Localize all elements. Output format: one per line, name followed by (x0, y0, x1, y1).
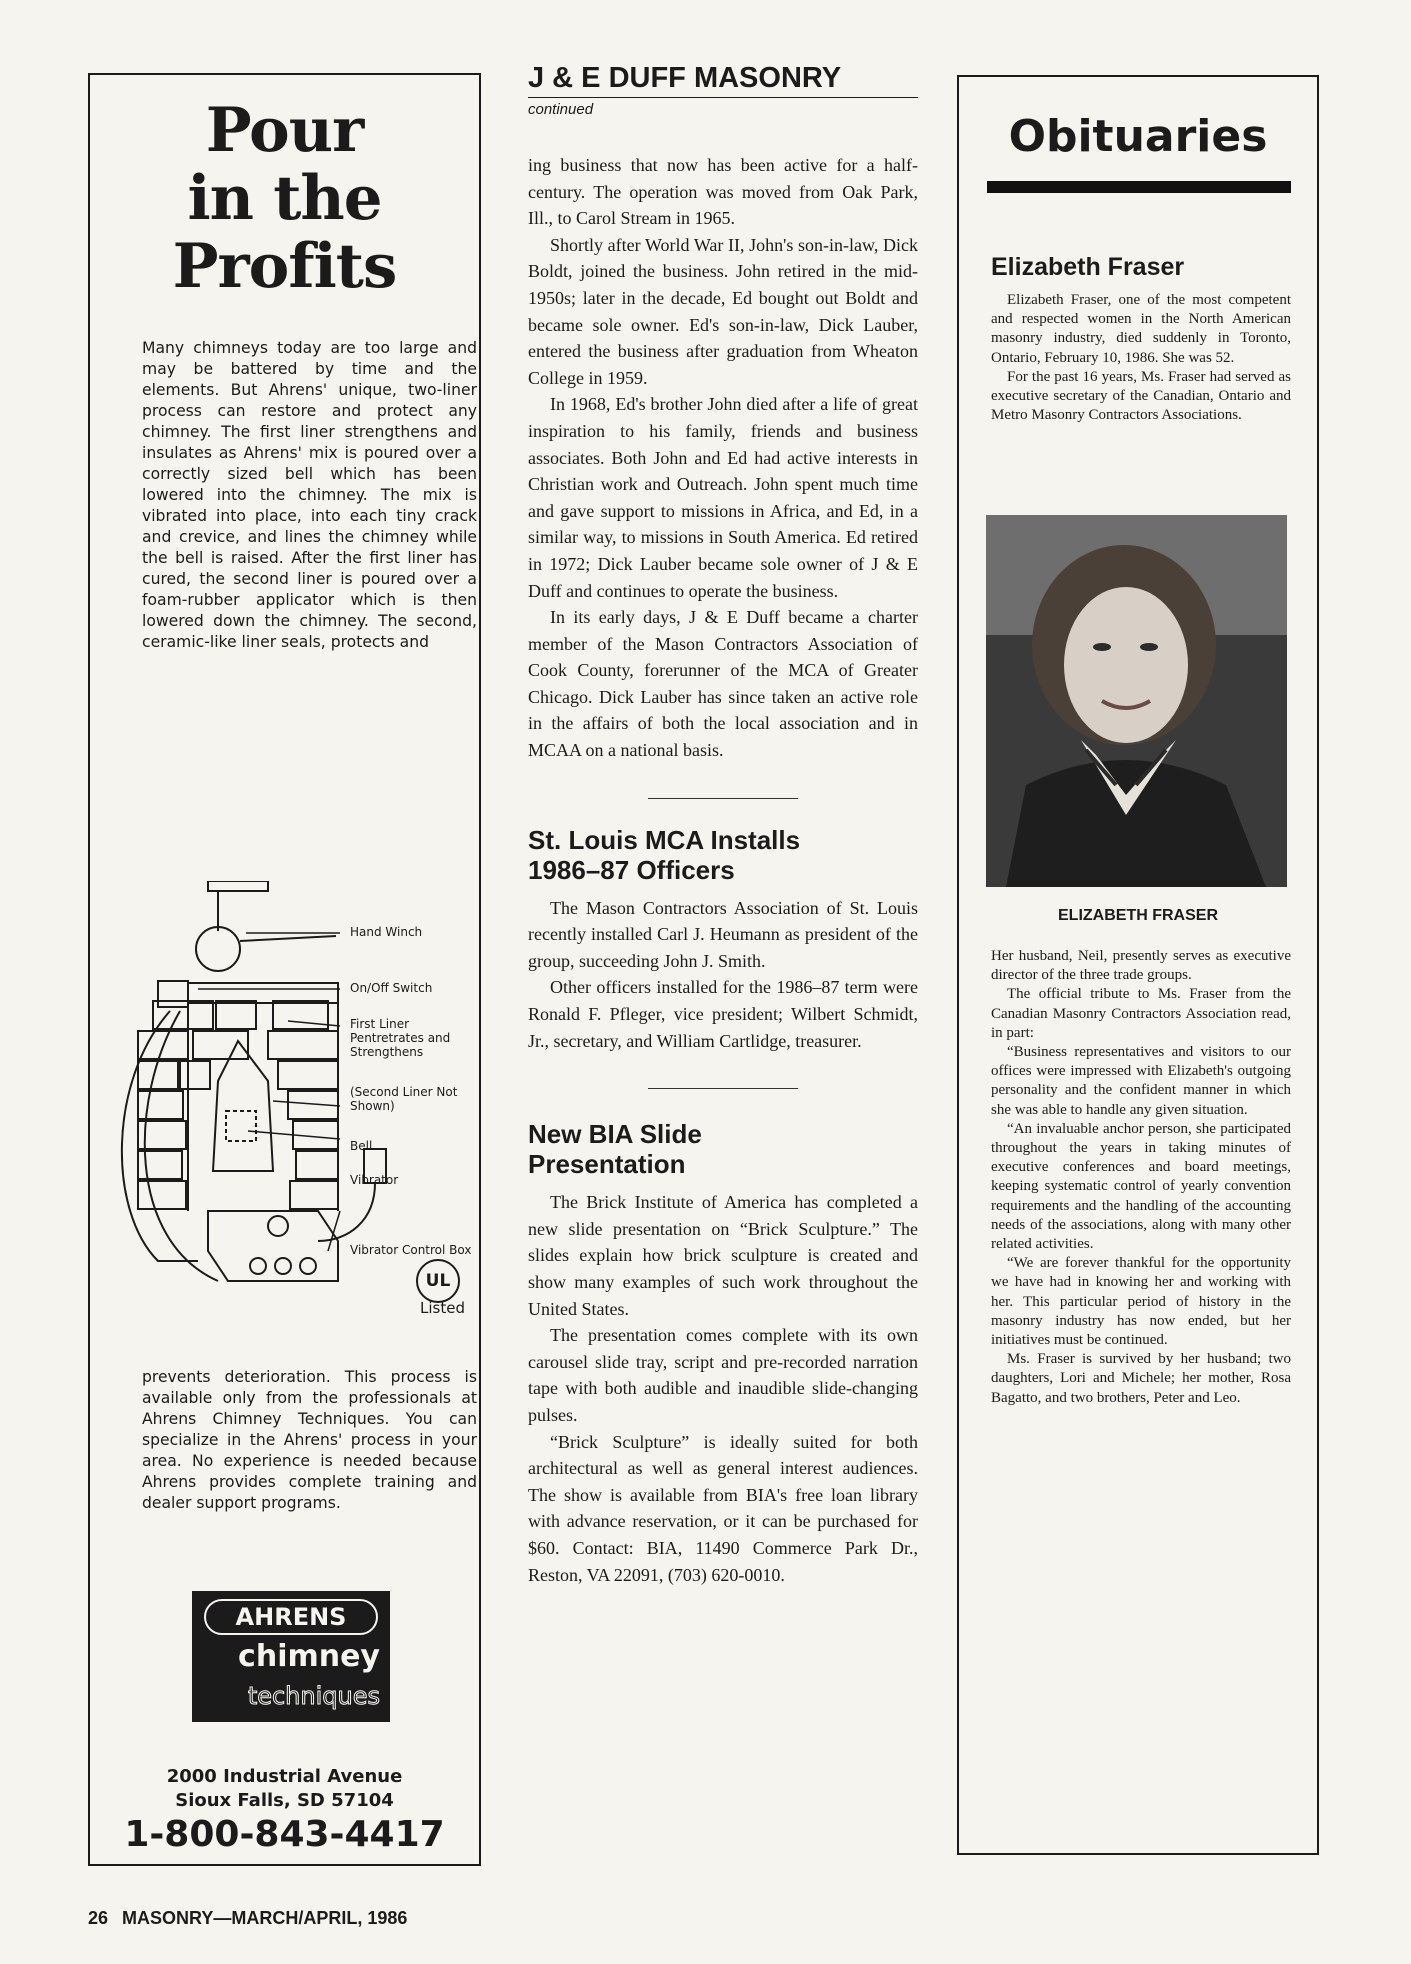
bia-heading: New BIA Slide Presentation (528, 1119, 702, 1180)
obituary-paragraph: “We are forever thankful for the opportunity we have had in knowing her and working with her. This particular period of history in the masonry industry has now ended, but her initiatives must be continued. (991, 1255, 1291, 1349)
ahrens-advertisement (88, 73, 481, 1866)
duff-paragraph: In 1968, Ed's brother John died after a life of great inspiration to his family, friends and business associates. Both John and Ed had active interests in Christian work and Outreach. John spent much time and gave support to missions in Africa, and Ed, in a similar way, to missions in South America. Ed retired in 1972; Dick Lauber became sole owner of J & E Duff and continues to operate the business. (528, 394, 918, 601)
obituary-paragraph: For the past 16 years, Ms. Fraser had served as executive secretary of the Canadian, Ontario and Metro Masonry Contractors Associations. (991, 368, 1291, 424)
ul-listed-label: Listed (420, 1299, 465, 1317)
logo-ahrens-text: AHRENS (204, 1599, 378, 1635)
ad-headline (90, 97, 479, 301)
issue-label: MASONRY—MARCH/APRIL, 1986 (122, 1908, 408, 1928)
diagram-label-vibrator-control-box: Vibrator Control Box (350, 1243, 472, 1257)
bia-paragraph: The Brick Institute of America has completed a new slide presentation on “Brick Sculpture.” The slides explain how brick sculpture is created and show many examples of such work throughout the United States. (528, 1192, 918, 1319)
ad-address-line-2: Sioux Falls, SD 57104 (175, 1790, 394, 1811)
continued-label: continued (528, 101, 594, 118)
diagram-label-vibrator: Vibrator (350, 1173, 399, 1187)
page-number: 26 (88, 1908, 109, 1928)
stlouis-paragraph: Other officers installed for the 1986–87 term were Ronald F. Pfleger, vice president; Wilbert Schmidt, Jr., secretary, and William Cartlidge, treasurer. (528, 977, 918, 1051)
ad-headline-line-1: Pour (205, 95, 364, 166)
duff-paragraph: In its early days, J & E Duff became a charter member of the Mason Contractors Association of Cook County, forerunner of the MCA of Greater Chicago. Dick Lauber has since taken an active role in the affairs of both the local association and in MCAA on a national basis. (528, 607, 918, 761)
diagram-label-second-liner: (Second Liner Not Shown) (350, 1085, 458, 1113)
ul-logo-text: UL (425, 1271, 451, 1291)
ad-intro-text: Many chimneys today are too large and may be battered by time and the elements. But Ahrens' unique, two-liner process can restore and protect any chimney. The first liner strengthens and insulates as Ahrens' mix is poured over a correctly sized bell which has been lowered into the chimney. The mix is vibrated into place, into each tiny crack and crevice, and lines the chimney while the bell is raised. After the first liner has cured, the second liner is poured over a foam-rubber applicator which is then lowered down the chimney. The second, ceramic-like liner seals, protects and (142, 339, 477, 651)
photo-caption: ELIZABETH FRASER (1058, 907, 1218, 924)
diagram-label-hand-winch: Hand Winch (350, 925, 423, 939)
logo-techniques-text: techniques (247, 1682, 380, 1710)
logo-chimney-text: chimney (238, 1639, 380, 1674)
page-footer (88, 1908, 407, 1929)
obituary-paragraph: Ms. Fraser is survived by her husband; two daughters, Lori and Michele; her mother, Rosa Bagatto, and two brothers, Peter and Leo. (991, 1351, 1291, 1406)
obituary-name-heading: Elizabeth Fraser (991, 253, 1185, 281)
diagram-label-on-off-switch: On/Off Switch (350, 981, 433, 995)
duff-paragraph: ing business that now has been active for a half-century. The operation was moved from Oak Park, Ill., to Carol Stream in 1965. (528, 155, 918, 229)
diagram-label-first-liner: First Liner Pentretrates and Strengthens (350, 1017, 451, 1059)
ad-headline-line-3: Profits (172, 231, 397, 302)
stlouis-heading: St. Louis MCA Installs 1986–87 Officers (528, 824, 801, 885)
duff-article-body (528, 152, 918, 764)
obituaries-title: Obituaries (1008, 111, 1268, 162)
ad-headline-line-2: in the (187, 163, 382, 234)
ad-address-line-1: 2000 Industrial Avenue (166, 1766, 403, 1787)
ahrens-chimney-logo (192, 1591, 390, 1722)
obituary-paragraph: Her husband, Neil, presently serves as executive director of the three trade groups. (991, 948, 1291, 984)
duff-paragraph: Shortly after World War II, John's son-in-law, Dick Boldt, joined the business. John retired in the mid-1950s; later in the decade, Ed bought out Boldt and became sole owner. Ed's son-in-law, Dick Lauber, entered the business after graduation from Wheaton College in 1959. (528, 234, 918, 388)
bia-paragraph: The presentation comes complete with its own carousel slide tray, script and pre-recorded narration tape with both audible and inaudible slide-changing pulses. (528, 1325, 918, 1425)
diagram-label-bell: Bell (350, 1139, 373, 1153)
obituary-paragraph: Elizabeth Fraser, one of the most competent and respected women in the North American masonry industry, died suddenly in Toronto, Ontario, February 10, 1986. She was 52. (991, 292, 1291, 366)
middle-column (528, 62, 918, 1588)
ul-listed-mark (416, 1259, 460, 1303)
portrait-photo (986, 515, 1287, 887)
ad-closing-text: prevents deterioration. This process is available only from the professionals at Ahrens Chimney Techniques. You can specialize in the Ahrens' process in your area. No experience is needed because Ahrens provides complete training and dealer support programs. (142, 1368, 477, 1512)
section-divider (648, 798, 798, 799)
chimney-diagram (118, 881, 478, 1321)
bia-paragraph: “Brick Sculpture” is ideally suited for both architectural as well as general interest audiences. The show is available from BIA's free loan library with advance reservation, or it can be purchased for $60. Contact: BIA, 11490 Commerce Park Dr., Reston, VA 22091, (703) 620-0010. (528, 1431, 918, 1585)
title-rule (987, 181, 1291, 193)
duff-kicker: J & E DUFF MASONRY (528, 62, 918, 98)
stlouis-paragraph: The Mason Contractors Association of St. Louis recently installed Carl J. Heumann as president of the group, succeeding John J. Smith. (528, 897, 918, 971)
obituary-top-text (991, 291, 1291, 425)
obituary-paragraph: “An invaluable anchor person, she participated throughout the years in taking minutes of executive conferences and board meetings, keeping systematic control of yearly convention requirements and the handling of the accounting needs of the associations, along with many other related activities. (991, 1120, 1291, 1253)
portrait-illustration (986, 515, 1287, 887)
obituary-paragraph: “Business representatives and visitors to our offices were impressed with Elizabeth's outgoing personality and the confident manner in which she was able to handle any given situation. (991, 1044, 1291, 1118)
section-divider (648, 1088, 798, 1089)
obituary-paragraph: The official tribute to Ms. Fraser from the Canadian Masonry Contractors Association read, in part: (991, 986, 1291, 1041)
obituaries-box (957, 75, 1319, 1855)
ad-phone-number: 1-800-843-4417 (124, 1814, 445, 1855)
obituary-bottom-text (991, 947, 1291, 1408)
